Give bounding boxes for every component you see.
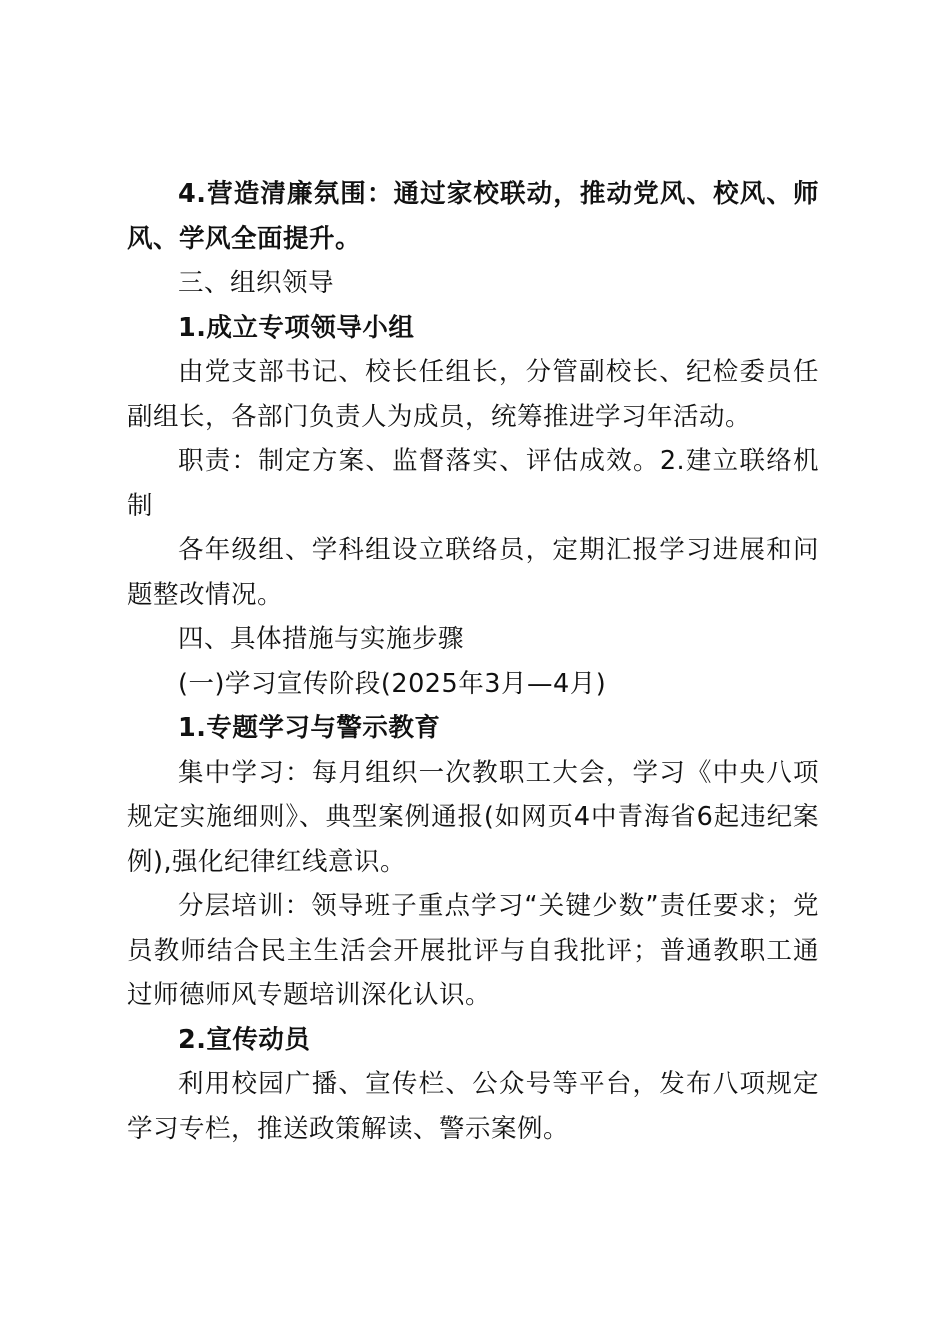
paragraph-publicity-platforms: 利用校园广播、宣传栏、公众号等平台，发布八项规定学习专栏，推送政策解读、警示案例。 [127,1069,819,1144]
paragraph-goal-4: 4.营造清廉氛围：通过家校联动，推动党风、校风、师风、学风全面提升。 [127,179,819,254]
subheading-publicity: 2.宣传动员 [178,1024,311,1055]
paragraph-centralized-study: 集中学习：每月组织一次教职工大会，学习《中央八项规定实施细则》、典型案例通报(如网页4中青海省6起违纪案例),强化纪律红线意识。 [127,757,819,877]
subheading-special-study: 1.专题学习与警示教育 [178,713,441,743]
document-body [127,172,819,1151]
paragraph-duties: 职责：制定方案、监督落实、评估成效。2.建立联络机制 [127,446,819,521]
section-heading-measures: 四、具体措施与实施步骤 [178,624,465,654]
section-heading-organization: 三、组织领导 [178,268,335,298]
subheading-leading-group: 1.成立专项领导小组 [178,312,415,343]
paragraph-tiered-training: 分层培训：领导班子重点学习“关键少数”责任要求；党员教师结合民主生活会开展批评与自我批评；普通教职工通过师德师风专题培训深化认识。 [127,891,819,1010]
paragraph-leading-group-members: 由党支部书记、校长任组长，分管副校长、纪检委员任副组长，各部门负责人为成员，统筹推进学习年活动。 [127,357,819,432]
subsection-heading-study-phase: (一)学习宣传阶段(2025年3月—4月) [178,668,607,699]
paragraph-liaison: 各年级组、学科组设立联络员，定期汇报学习进展和问题整改情况。 [127,535,819,610]
